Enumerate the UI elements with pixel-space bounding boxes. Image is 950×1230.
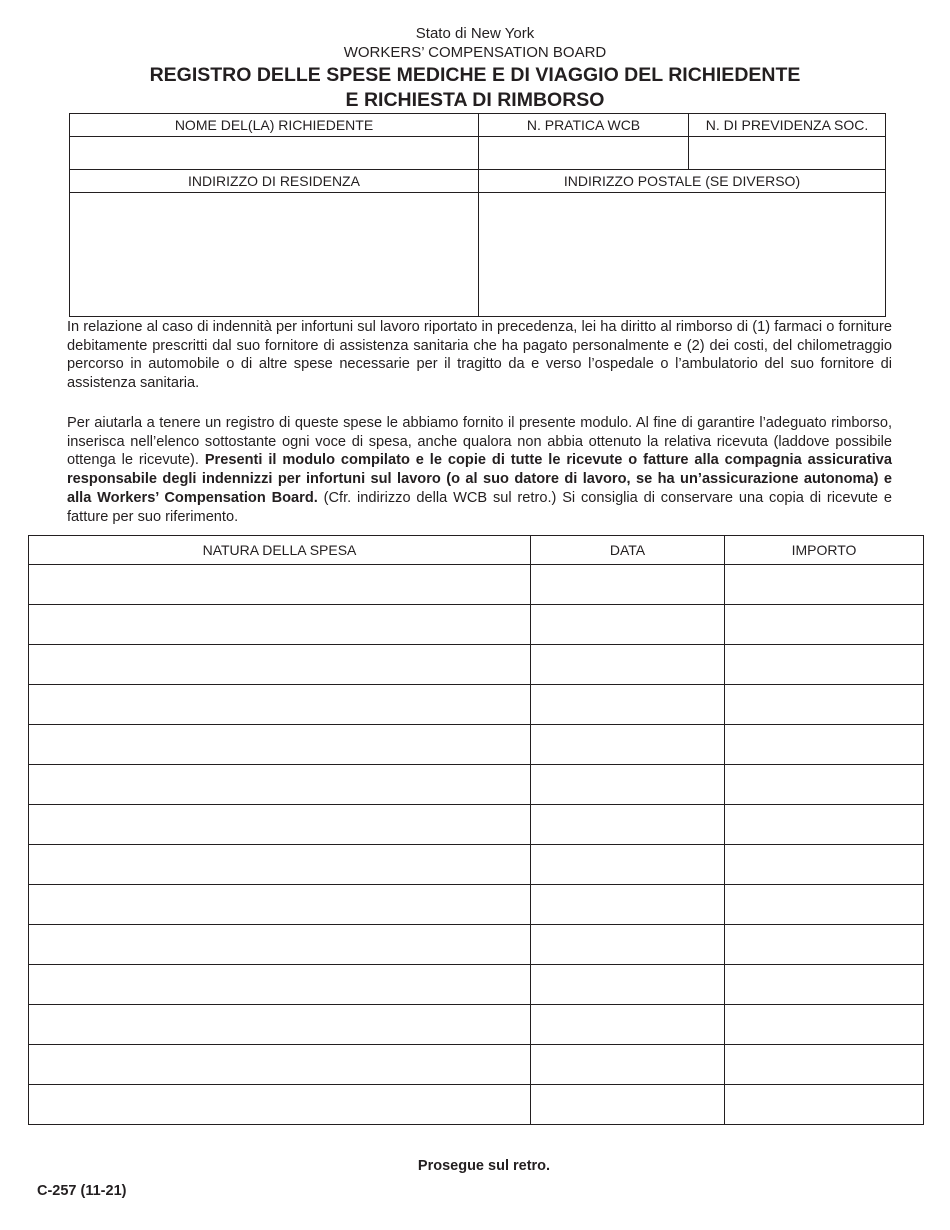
instructions-paragraph-2-end: (Cfr. indirizzo della WCB sul retro.) Si consiglia di conservare una copia di ricevute e fatture per suo riferimento. [67, 489, 892, 525]
claimant-info-table [69, 113, 886, 317]
expense-type-cell[interactable] [29, 605, 531, 645]
expense-type-cell[interactable] [29, 565, 531, 605]
amount-cell[interactable] [725, 565, 924, 605]
residence-address-label: INDIRIZZO DI RESIDENZA [70, 170, 479, 193]
state-heading: Stato di New York [415, 25, 535, 42]
claimant-name-label: NOME DEL(LA) RICHIEDENTE [70, 114, 479, 137]
amount-cell[interactable] [725, 725, 924, 765]
instructions-paragraph-2-bold: Presenti il modulo compilato e le copie di tutte le ricevute o fatture alla compagnia assicurativa responsabile degli indennizzi per infortuni sul lavoro (o al suo datore di lavoro, se ha un’assicurazione autonoma) e alla Workers’ Compensation Board. [67, 452, 892, 506]
table-row [29, 565, 924, 605]
table-row [29, 845, 924, 885]
board-heading: WORKERS’ COMPENSATION BOARD [343, 44, 607, 61]
date-cell[interactable] [531, 1045, 725, 1085]
social-security-number-field[interactable] [689, 137, 886, 170]
expense-type-cell[interactable] [29, 965, 531, 1005]
table-row [29, 1085, 924, 1125]
date-cell[interactable] [531, 845, 725, 885]
date-cell[interactable] [531, 1085, 725, 1125]
mailing-address-label: INDIRIZZO POSTALE (SE DIVERSO) [479, 170, 886, 193]
date-cell[interactable] [531, 765, 725, 805]
table-row [29, 925, 924, 965]
expense-type-cell[interactable] [29, 805, 531, 845]
amount-cell[interactable] [725, 965, 924, 1005]
date-cell[interactable] [531, 685, 725, 725]
date-cell[interactable] [531, 925, 725, 965]
instructions-paragraph-1: In relazione al caso di indennità per infortuni sul lavoro riportato in precedenza, lei ha diritto al rimborso di (1) farmaci o forniture debitamente prescritti dal suo fornitore di assistenza sanitaria che ha pagato personalmente e (2) dei costi, del chilometraggio percorso in automobile o di altre spese necessarie per il tragitto da e verso l’ospedale o l’ambulatorio del suo fornitore di assistenza sanitaria. [67, 319, 892, 392]
table-row [29, 1045, 924, 1085]
amount-cell[interactable] [725, 885, 924, 925]
expense-table [28, 535, 924, 1125]
amount-cell[interactable] [725, 845, 924, 885]
date-cell[interactable] [531, 645, 725, 685]
date-cell[interactable] [531, 1005, 725, 1045]
date-cell[interactable] [531, 965, 725, 1005]
date-cell[interactable] [531, 805, 725, 845]
table-row [29, 605, 924, 645]
amount-cell[interactable] [725, 925, 924, 965]
expense-type-cell[interactable] [29, 1045, 531, 1085]
expense-type-cell[interactable] [29, 645, 531, 685]
table-row [29, 965, 924, 1005]
expense-type-cell[interactable] [29, 765, 531, 805]
expense-type-cell[interactable] [29, 725, 531, 765]
table-row [29, 645, 924, 685]
column-header-amount: IMPORTO [725, 536, 924, 565]
column-header-expense-type: NATURA DELLA SPESA [29, 536, 531, 565]
table-row [29, 685, 924, 725]
expense-type-cell[interactable] [29, 1085, 531, 1125]
amount-cell[interactable] [725, 605, 924, 645]
expense-type-cell[interactable] [29, 685, 531, 725]
expense-type-cell[interactable] [29, 845, 531, 885]
continue-on-back-note: Prosegue sul retro. [417, 1158, 551, 1174]
amount-cell[interactable] [725, 1045, 924, 1085]
residence-address-field[interactable] [70, 193, 479, 317]
amount-cell[interactable] [725, 765, 924, 805]
expense-type-cell[interactable] [29, 1005, 531, 1045]
table-row [29, 725, 924, 765]
amount-cell[interactable] [725, 805, 924, 845]
amount-cell[interactable] [725, 1085, 924, 1125]
amount-cell[interactable] [725, 1005, 924, 1045]
column-header-date: DATA [531, 536, 725, 565]
date-cell[interactable] [531, 565, 725, 605]
table-row [29, 805, 924, 845]
expense-type-cell[interactable] [29, 925, 531, 965]
form-title-line1: REGISTRO DELLE SPESE MEDICHE E DI VIAGGIO DEL RICHIEDENTE [149, 64, 801, 86]
instructions-paragraph-2-intro: Per aiutarla a tenere un registro di queste spese le abbiamo fornito il presente modulo. Al fine di garantire l’adeguato rimborso, inserisca nell’elenco sottostante ogni voce di spesa, anche qualora non abbia ottenuto la relativa ricevuta (laddove possibile ottenga le ricevute). [67, 415, 892, 469]
table-row [29, 1005, 924, 1045]
expense-type-cell[interactable] [29, 885, 531, 925]
instructions-paragraph-2 [67, 414, 892, 526]
date-cell[interactable] [531, 605, 725, 645]
form-code: C-257 (11-21) [37, 1183, 127, 1199]
form-title-line2: E RICHIESTA DI RIMBORSO [345, 89, 605, 111]
social-security-number-label: N. DI PREVIDENZA SOC. [689, 114, 886, 137]
table-row [29, 885, 924, 925]
amount-cell[interactable] [725, 645, 924, 685]
table-row [29, 765, 924, 805]
date-cell[interactable] [531, 885, 725, 925]
amount-cell[interactable] [725, 685, 924, 725]
claimant-name-field[interactable] [70, 137, 479, 170]
mailing-address-field[interactable] [479, 193, 886, 317]
date-cell[interactable] [531, 725, 725, 765]
wcb-case-number-field[interactable] [479, 137, 689, 170]
wcb-case-number-label: N. PRATICA WCB [479, 114, 689, 137]
